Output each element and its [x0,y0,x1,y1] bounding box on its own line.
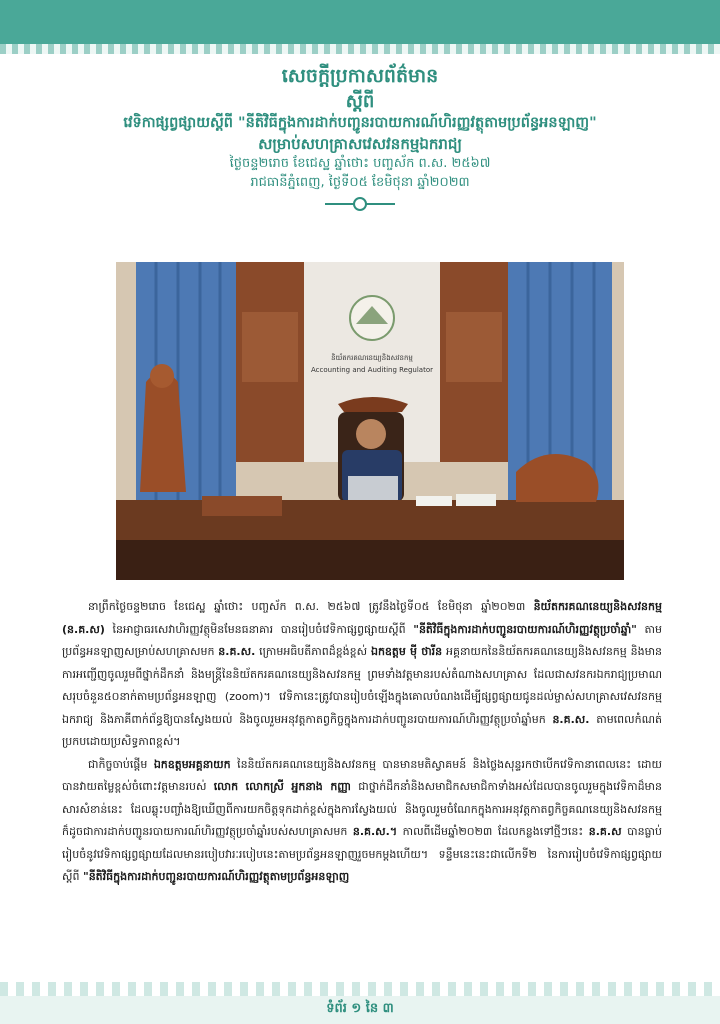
body-paragraph-1: នាព្រឹកថ្ងៃចន្ទ២រោច ខែជេស្ឋ ឆ្នាំថោះ បញ្ចស័ក ព.ស. ២៥៦៧ ត្រូវនឹងថ្ងៃទី០៥ ខែមិថុនា ឆ្នាំ២០២៣ និយ័តករគណនេយ្យនិងសវនកម្ម (ន.គ.ស) នៃអាជ្ញាធរសេវាហិរញ្ញវត្ថុមិនមែនធនាគារ បានរៀបចំវេទិកាផ្សព្វផ្សាយស្ដីពី "នីតិវិធីក្នុងការដាក់បញ្ជូនរបាយការណ៍ហិរញ្ញវត្ថុប្រចាំឆ្នាំ" តាមប្រព័ន្ធអនឡាញសម្រាប់សហគ្រាសមក ន.គ.ស. ក្រោមអធិបតីភាពដ៏ខ្ពង់ខ្ពស់ ឯកឧត្ដម ម៉ី ថារីន អគ្គនាយកនៃនិយ័តករគណនេយ្យនិងសវនកម្ម និងមានការអញ្ជើញចូលរួមពីថ្នាក់ដឹកនាំ និងមន្ត្រីនៃនិយ័តករគណនេយ្យនិងសវនកម្ម ព្រមទាំងវត្តមានរបស់តំណាងសហគ្រាស ដែលជាសវនករឯករាជ្យប្រមាណសរុបចំនួន៥០នាក់តាមប្រព័ន្ធអនឡាញ (zoom)។ វេទិកានេះត្រូវបានរៀបចំឡើងក្នុងគោលបំណងដើម្បីផ្សព្វផ្សាយជូនដល់ម្ចាស់សហគ្រាសវេសវនកម្មឯករាជ្យ និងភាគីពាក់ព័ន្ធឱ្យបានស្វែងយល់ និងចូលរួមអនុវត្តកាតព្វកិច្ចក្នុងការដាក់បញ្ជូនរបាយការណ៍ហិរញ្ញវត្ថុប្រចាំឆ្នាំមក ន.គ.ស. តាមពេលកំណត់ប្រកបដោយប្រសិទ្ធភាពខ្ពស់។ [62,600,663,748]
event-photo [116,262,624,580]
header-solar-date: រាជធានីភ្នំពេញ, ថ្ងៃទី០៥ ខែមិថុនា ឆ្នាំ២០២៣ [250,175,470,191]
wall-sign-english: Accounting and Auditing Regulator [311,366,433,374]
press-release-body [62,596,662,889]
wall-sign-khmer: និយ័តករគណនេយ្យនិងសវនកម្ម [331,354,413,362]
header-forum-title: វេទិកាផ្សព្វផ្សាយស្ដីពី "នីតិវិធីក្នុងការដាក់បញ្ជូនរបាយការណ៍ហិរញ្ញវត្ថុតាមប្រព័ន្ធអនឡាញ" [123,114,597,131]
office-scene-illustration [116,262,624,580]
top-pattern-strip [0,44,720,54]
header-about: ស្ដីពី [345,90,375,112]
header-audience: សម្រាប់សហគ្រាសវេសវនកម្មឯករាជ្យ [258,134,462,153]
page-number: ទំព័រ ១ នៃ ៣ [326,1001,394,1016]
press-release-header [40,64,680,211]
body-paragraph-2: ជាកិច្ចចាប់ផ្ដើម ឯកឧត្ដមអគ្គនាយក នៃនិយ័តករគណនេយ្យនិងសវនកម្ម បានមានមតិស្វាគមន៍ និងថ្លៃងសុន្ទរកថាបើកវេទិកានាពេលនេះ ដោយបានវាយតម្លៃខ្ពស់ចំពោះវត្តមានរបស់ លោក លោកស្រី អ្នកនាង កញ្ញា ជាថ្នាក់ដឹកនាំនិងសមាជិកសមាជិកាទាំងអស់ដែលបានចូលរួមក្នុងវេទិកាដ៏មានសារសំខាន់នេះ ដែលឆ្លុះបញ្ចាំងឱ្យឃើញពីការយកចិត្តទុកដាក់ខ្ពស់ក្នុងការស្វែងយល់ និងចូលរួមចំណែកក្នុងការអនុវត្តកាតព្វកិច្ចគណនេយ្យនិងសវនកម្ម ក៏ដូចជាការដាក់បញ្ជូនរបាយការណ៍ហិរញ្ញវត្ថុប្រចាំឆ្នាំរបស់សហគ្រាសមក ន.គ.ស.។ កាលពីដើមឆ្នាំ២០២៣ ដែលកន្លងទៅថ្មីៗនេះ ន.គ.ស បានធ្លាប់រៀបចំនូវវេទិកាផ្សព្វផ្សាយដែលមានរបៀបវារៈរបៀបនេះតាមប្រព័ន្ធអនឡាញរួចមកម្ដងហើយ។ ទន្ទឹមនេះនេះជាលើកទី២ នៃការរៀបចំវេទិកាផ្សព្វផ្សាយស្ដីពី "នីតិវិធីក្នុងការដាក់បញ្ជូនរបាយការណ៍ហិរញ្ញវត្ថុតាមប្រព័ន្ធអនឡាញ [62,757,663,883]
header-ornament-icon [325,197,395,211]
top-decorative-band [0,0,720,44]
header-lunar-date: ថ្ងៃចន្ទ២រោច ខែជេស្ឋ ឆ្នាំថោះ បញ្ចស័ក ព.ស. ២៥៦៧ [229,155,491,171]
bottom-pattern-strip [0,982,720,996]
header-title: សេចក្ដីប្រកាសព័ត៌មាន [281,65,439,87]
